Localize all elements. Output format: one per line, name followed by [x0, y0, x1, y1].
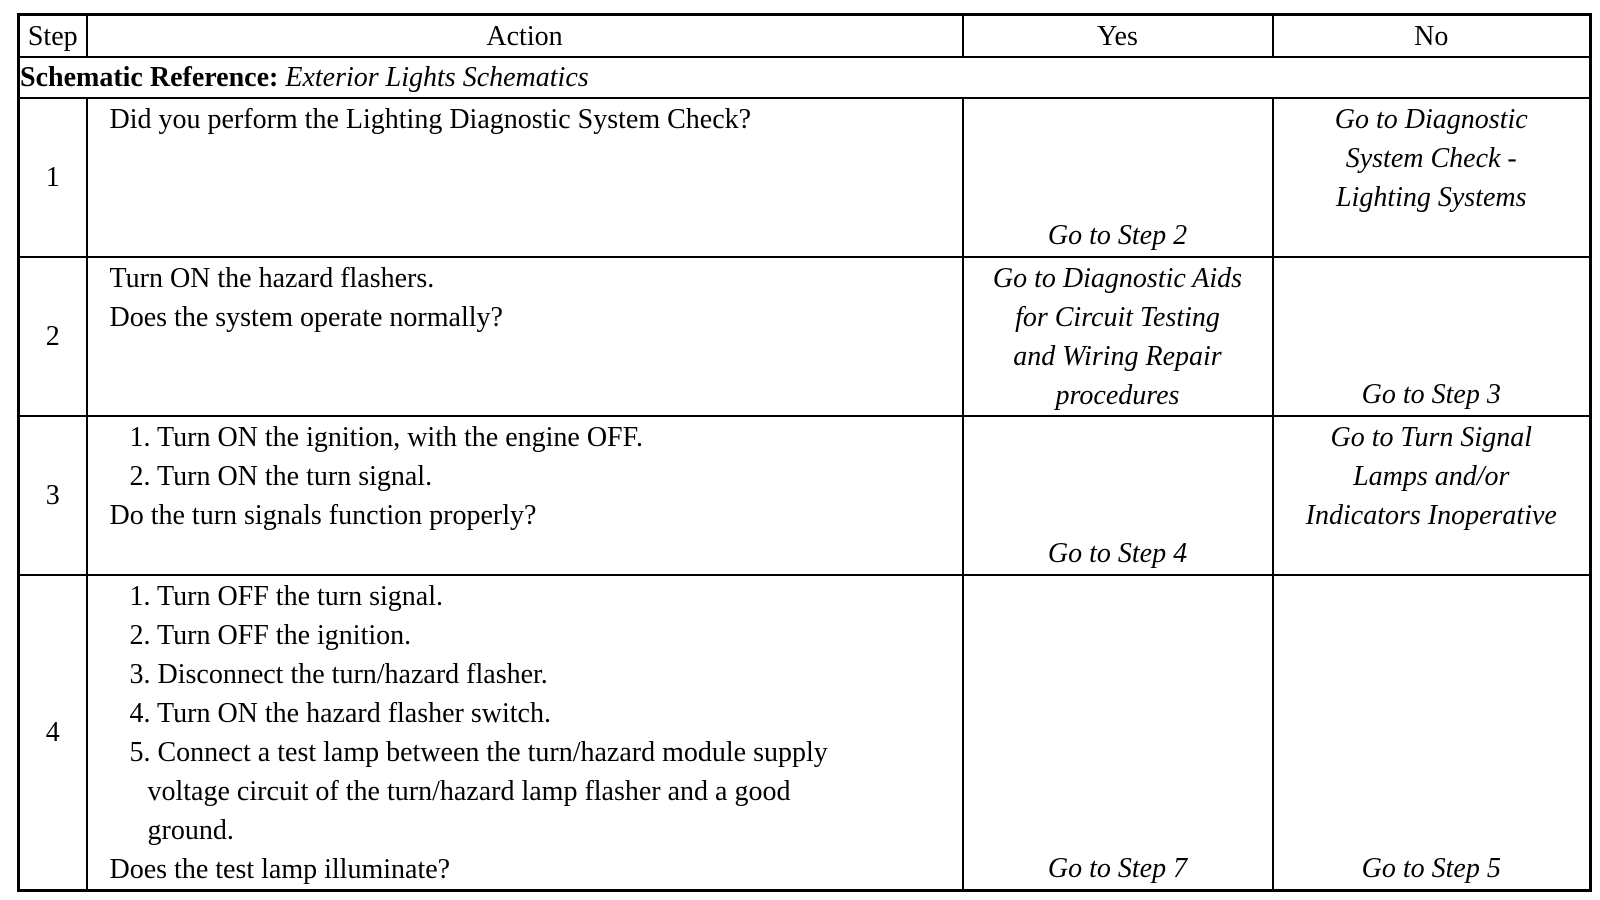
action-list-item: 1. Turn OFF the turn signal.	[129, 581, 443, 612]
header-step: Step	[19, 15, 87, 58]
action-list-item-continuation: voltage circuit of the turn/hazard lamp flasher and a good	[147, 776, 791, 807]
schematic-reference	[19, 57, 1591, 98]
action-cell	[87, 98, 963, 257]
schematic-reference-link[interactable]: Exterior Lights Schematics	[285, 62, 589, 93]
yes-cell[interactable]	[963, 257, 1273, 416]
yes-text: procedures	[1055, 380, 1180, 411]
action-list-item: 4. Turn ON the hazard flasher switch.	[129, 698, 551, 729]
yes-text: and Wiring Repair	[1013, 341, 1222, 372]
step-number: 1	[19, 98, 87, 257]
action-list-item: 3. Disconnect the turn/hazard flasher.	[129, 659, 548, 690]
action-list-item: 1. Turn ON the ignition, with the engine OFF.	[129, 422, 643, 453]
header-action: Action	[87, 15, 963, 58]
yes-cell[interactable]	[963, 416, 1273, 575]
diagnostic-table	[17, 13, 1592, 892]
action-question: Do the turn signals function properly?	[109, 500, 537, 531]
no-text: System Check -	[1345, 143, 1517, 174]
action-text: Did you perform the Lighting Diagnostic System Check?	[109, 104, 752, 135]
table-row	[19, 98, 1591, 257]
action-list-item: 2. Turn ON the turn signal.	[129, 461, 433, 492]
yes-text: for Circuit Testing	[1015, 302, 1220, 333]
schematic-reference-label: Schematic Reference:	[20, 62, 279, 93]
no-cell[interactable]	[1273, 257, 1591, 416]
action-list-item-continuation: ground.	[147, 815, 234, 846]
no-text: Go to Diagnostic	[1334, 104, 1528, 135]
action-question: Does the system operate normally?	[109, 302, 503, 333]
step-number: 2	[19, 257, 87, 416]
no-text: Indicators Inoperative	[1305, 500, 1557, 531]
action-cell	[87, 575, 963, 891]
step-number: 3	[19, 416, 87, 575]
yes-text: Go to Step 2	[1047, 220, 1188, 251]
table-header-row	[19, 15, 1591, 58]
yes-text: Go to Diagnostic Aids	[992, 263, 1243, 294]
action-list-item: 2. Turn OFF the ignition.	[129, 620, 412, 651]
table-row	[19, 257, 1591, 416]
header-yes: Yes	[963, 15, 1273, 58]
table-row	[19, 416, 1591, 575]
header-no: No	[1273, 15, 1591, 58]
action-cell	[87, 416, 963, 575]
table-row	[19, 575, 1591, 891]
no-text: Go to Turn Signal	[1330, 422, 1532, 453]
no-cell[interactable]	[1273, 98, 1591, 257]
schematic-reference-row	[19, 57, 1591, 98]
action-cell	[87, 257, 963, 416]
no-cell[interactable]	[1273, 575, 1591, 891]
yes-text: Go to Step 7	[1047, 853, 1188, 884]
yes-cell[interactable]	[963, 575, 1273, 891]
yes-text: Go to Step 4	[1047, 538, 1188, 569]
no-text: Go to Step 3	[1361, 379, 1501, 410]
step-number: 4	[19, 575, 87, 891]
action-question: Does the test lamp illuminate?	[109, 854, 451, 885]
no-text: Go to Step 5	[1361, 853, 1501, 884]
action-text: Turn ON the hazard flashers.	[109, 263, 435, 294]
no-text: Lighting Systems	[1335, 182, 1527, 213]
no-text: Lamps and/or	[1353, 461, 1510, 492]
action-list-item: 5. Connect a test lamp between the turn/hazard module supply	[129, 737, 828, 768]
yes-cell[interactable]	[963, 98, 1273, 257]
no-cell[interactable]	[1273, 416, 1591, 575]
